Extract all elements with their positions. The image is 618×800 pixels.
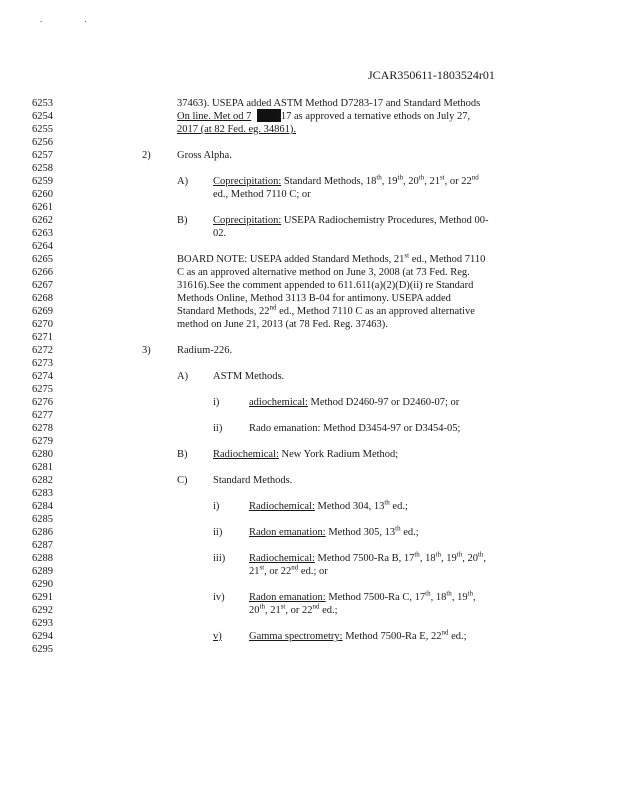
- sm-i-text: [249, 500, 408, 513]
- sm-ii-link: Radon emanation:: [249, 527, 326, 538]
- sm-iv-number: iv): [213, 592, 225, 603]
- subitem-b-link: Coprecipitation:: [213, 215, 282, 226]
- text-line-6253: [177, 97, 480, 110]
- line-number: 6254: [32, 111, 53, 122]
- line-number: 6281: [32, 462, 53, 473]
- line-number: 6275: [32, 384, 53, 395]
- line-number: 6295: [32, 644, 53, 655]
- radium-c-text: Standard Methods.: [213, 475, 293, 486]
- line-number: 6274: [32, 371, 53, 382]
- line-number: 6262: [32, 215, 53, 226]
- line-number: 6266: [32, 267, 53, 278]
- line-number: 6287: [32, 540, 53, 551]
- sm-i-link: Radiochemical:: [249, 501, 315, 512]
- astm-i-body: Method D2460-97 or D2460-07; or: [307, 397, 460, 408]
- document-id: JCAR350611-1803524r01: [368, 68, 495, 82]
- line-number: 6285: [32, 514, 53, 525]
- line-number: 6267: [32, 280, 53, 291]
- sm-iii-text-2: 21st, or 22nd ed.; or: [249, 563, 328, 577]
- line-number: 6286: [32, 527, 53, 538]
- line-number: 6283: [32, 488, 53, 499]
- line-6253-text: 37463). USEPA added ASTM Method D7283-17 and Standard Methods: [177, 98, 481, 109]
- line-6254-text-a: On line. Met od 7: [177, 111, 252, 122]
- item-2-number: 2): [142, 150, 151, 161]
- astm-i-number: i): [213, 397, 220, 408]
- line-number-column: [32, 97, 62, 656]
- sm-i-body: Method 304, 13th ed.;: [314, 498, 408, 512]
- sm-iv-text-2: 20th, 21st, or 22nd ed.;: [249, 602, 338, 616]
- sm-i-number: i): [213, 501, 220, 512]
- subitem-b-label: B): [177, 215, 188, 226]
- subitem-b-body: USEPA Radiochemistry Procedures, Method 00-: [281, 215, 489, 226]
- astm-i-link: adiochemical:: [249, 397, 308, 408]
- line-number: 6260: [32, 189, 53, 200]
- radium-a-label: A): [177, 371, 189, 382]
- astm-ii-number: ii): [213, 423, 223, 434]
- line-number: 6268: [32, 293, 53, 304]
- sm-v-body: Method 7500-Ra E, 22nd ed.;: [342, 628, 467, 642]
- line-6255-text: 2017 (at 82 Fed. eg. 34861).: [177, 124, 296, 135]
- board-note-line-1: BOARD NOTE: USEPA added Standard Methods, 21st ed., Method 7110: [177, 251, 486, 265]
- subitem-a-link: Coprecipitation:: [213, 176, 282, 187]
- line-number: 6256: [32, 137, 53, 148]
- sm-v-link: Gamma spectrometry:: [249, 631, 343, 642]
- subitem-b-text-2: 02.: [213, 228, 227, 239]
- radium-b-body: New York Radium Method;: [278, 449, 399, 460]
- sm-ii-number: ii): [213, 527, 223, 538]
- line-number: 6288: [32, 553, 53, 564]
- sm-ii-body: Method 305, 13th ed.;: [325, 524, 419, 538]
- board-note-line-4: Methods Online, Method 3113 B-04 for antimony. USEPA added: [177, 293, 451, 304]
- board-note-line-6: method on June 21, 2013 (at 78 Fed. Reg. 37463).: [177, 319, 388, 330]
- item-3-number: 3): [142, 345, 151, 356]
- line-number: 6265: [32, 254, 53, 265]
- line-number: 6261: [32, 202, 53, 213]
- sm-iii-link: Radiochemical:: [249, 553, 315, 564]
- line-number: 6280: [32, 449, 53, 460]
- line-number: 6292: [32, 605, 53, 616]
- line-number: 6258: [32, 163, 53, 174]
- line-number: 6272: [32, 345, 53, 356]
- line-number: 6270: [32, 319, 53, 330]
- astm-ii-body: Method D3454-97 or D3454-05;: [320, 423, 461, 434]
- radium-a-text: ASTM Methods.: [213, 371, 285, 382]
- radium-b-label: B): [177, 449, 188, 460]
- line-number: 6257: [32, 150, 53, 161]
- sm-v-number-text: v): [213, 631, 222, 642]
- line-number: 6273: [32, 358, 53, 369]
- line-number: 6291: [32, 592, 53, 603]
- line-number: 6259: [32, 176, 53, 187]
- astm-ii-link: Rado emanation:: [249, 423, 321, 434]
- sm-iv-link: Radon emanation:: [249, 592, 326, 603]
- subitem-a-text: [213, 175, 479, 188]
- board-note-line-2: C as an approved alternative method on June 3, 2008 (at 73 Fed. Reg.: [177, 267, 470, 278]
- line-number: 6255: [32, 124, 53, 135]
- sm-iv-body: Method 7500-Ra C, 17th, 18th, 19th,: [325, 589, 476, 603]
- radium-b-link: Radiochemical:: [213, 449, 279, 460]
- line-number: 6279: [32, 436, 53, 447]
- sm-iii-text: [249, 552, 486, 565]
- sm-ii-text: [249, 526, 419, 539]
- board-note-line-5: Standard Methods, 22nd ed., Method 7110 C as an approved alternative: [177, 303, 475, 317]
- line-number: 6263: [32, 228, 53, 239]
- item-3-label: Radium-226.: [177, 345, 233, 356]
- line-number: 6293: [32, 618, 53, 629]
- text-line-6255: [177, 123, 296, 136]
- line-6254-text-b: -17 as approved a ternative ethods on July 27,: [277, 111, 471, 122]
- subitem-a-label: A): [177, 176, 189, 187]
- astm-i-text: [249, 396, 459, 409]
- sm-v-text: [249, 630, 467, 643]
- subitem-b-text: [213, 214, 489, 227]
- line-number: 6282: [32, 475, 53, 486]
- radium-c-label: C): [177, 475, 188, 486]
- line-number: 6253: [32, 98, 53, 109]
- subitem-a-text-2: ed., Method 7110 C; or: [213, 189, 311, 200]
- subitem-a-body: Standard Methods, 18th, 19th, 20th, 21st, or 22nd: [281, 173, 479, 187]
- sm-v-number: [213, 630, 222, 643]
- line-number: 6278: [32, 423, 53, 434]
- line-number: 6294: [32, 631, 53, 642]
- radium-b-text: [213, 448, 398, 461]
- item-2-label: Gross Alpha.: [177, 150, 232, 161]
- corner-marks: . .: [40, 14, 107, 24]
- line-number: 6271: [32, 332, 53, 343]
- line-number: 6264: [32, 241, 53, 252]
- line-number: 6290: [32, 579, 53, 590]
- sm-iii-body: Method 7500-Ra B, 17th, 18th, 19th, 20th,: [314, 550, 487, 564]
- line-number: 6269: [32, 306, 53, 317]
- line-number: 6276: [32, 397, 53, 408]
- text-line-6254: [177, 110, 470, 123]
- sm-iii-number: iii): [213, 553, 226, 564]
- line-number: 6284: [32, 501, 53, 512]
- astm-ii-text: [249, 422, 460, 435]
- line-number: 6289: [32, 566, 53, 577]
- line-number: 6277: [32, 410, 53, 421]
- board-note-line-3: 31616).See the comment appended to 611.611(a)(2)(D)(ii) re Standard: [177, 280, 474, 291]
